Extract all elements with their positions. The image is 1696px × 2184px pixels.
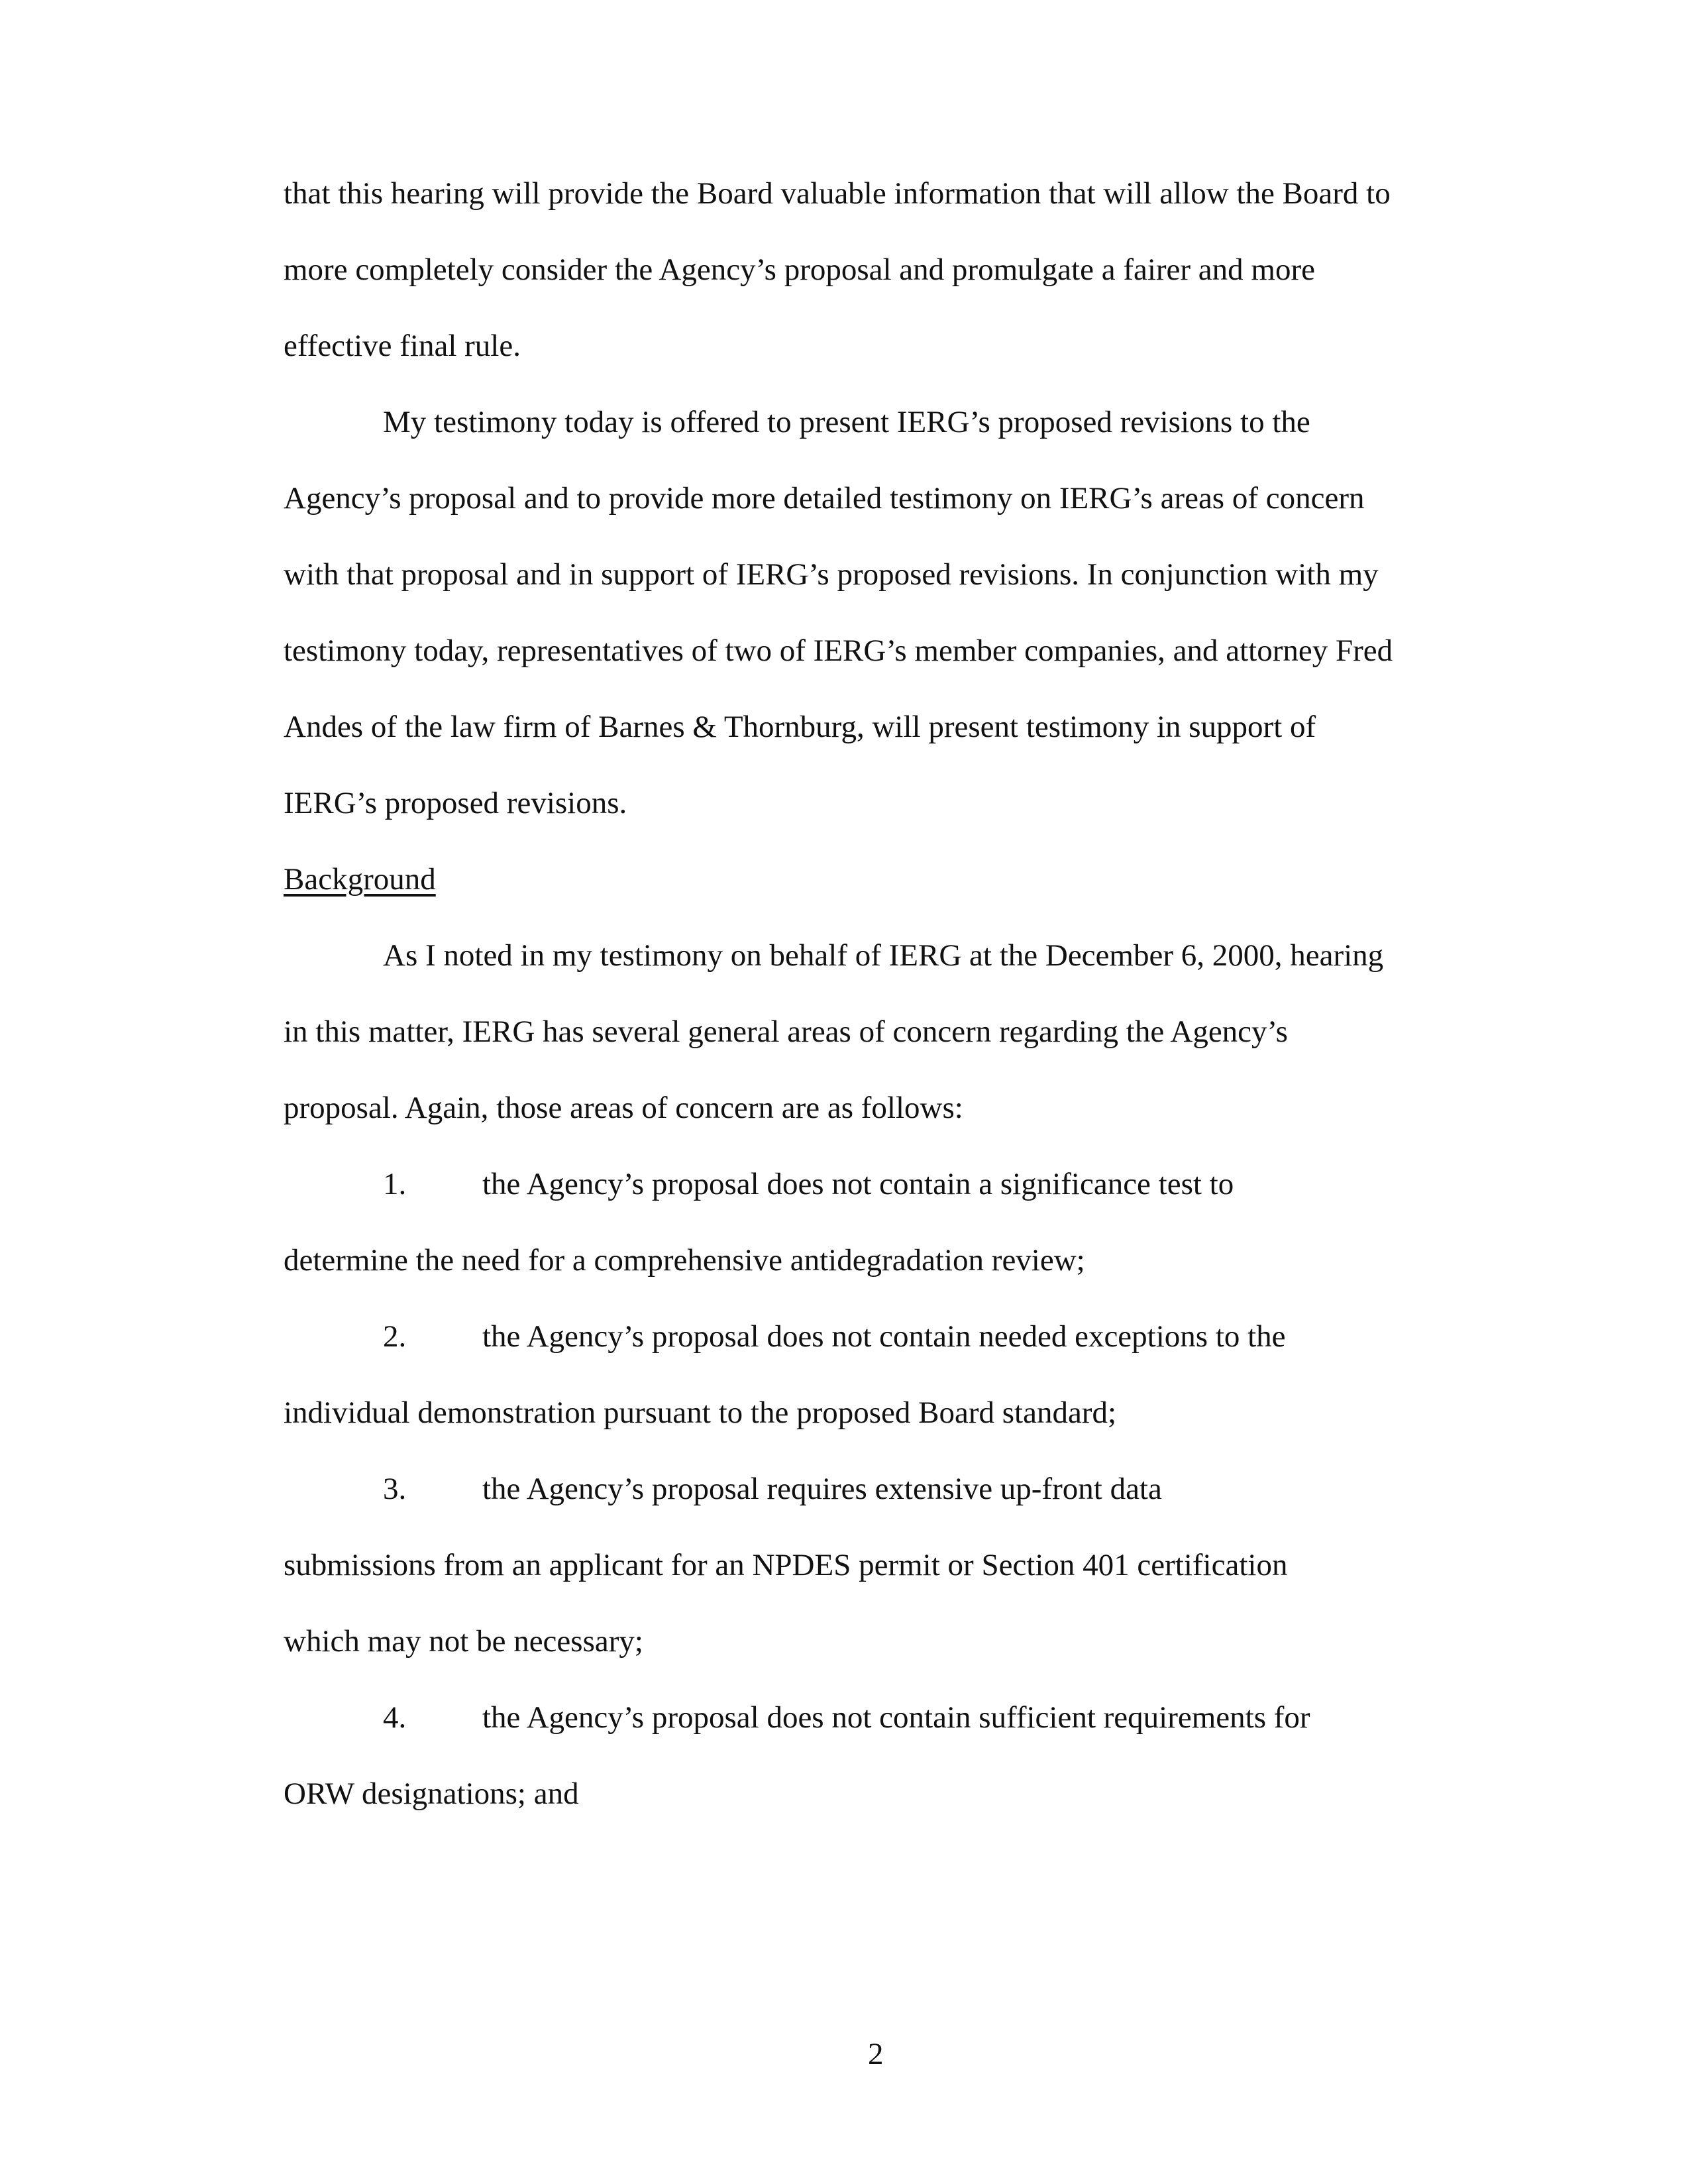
list-item-first-line: the Agency’s proposal does not contain a significance test to [482, 1167, 1234, 1201]
paragraph-2-line-2: Agency’s proposal and to provide more detailed testimony on IERG’s areas of concern [284, 481, 1365, 516]
list-item-number: 3. [383, 1472, 407, 1506]
list-item-continuation: determine the need for a comprehensive antidegradation review; [284, 1243, 1085, 1278]
list-item-number: 2. [383, 1319, 407, 1354]
section-heading: Background [284, 862, 436, 897]
list-item-first-line: the Agency’s proposal requires extensive up-front data [482, 1472, 1162, 1506]
paragraph-1-line-3: effective final rule. [284, 329, 521, 363]
paragraph-2-line-3: with that proposal and in support of IERG’s proposed revisions. In conjunction with my [284, 557, 1379, 592]
list-item-number: 4. [383, 1700, 407, 1735]
list-item-continuation: submissions from an applicant for an NPDES permit or Section 401 certification [284, 1548, 1288, 1582]
paragraph-3-line-3: proposal. Again, those areas of concern are as follows: [284, 1091, 963, 1125]
list-item-continuation: ORW designations; and [284, 1776, 579, 1811]
paragraph-1-line-1: that this hearing will provide the Board valuable information that will allow the Board to [284, 176, 1391, 211]
list-item-first-line: the Agency’s proposal does not contain sufficient requirements for [482, 1700, 1310, 1735]
page-number: 2 [868, 2037, 884, 2071]
paragraph-1-line-2: more completely consider the Agency’s proposal and promulgate a fairer and more [284, 252, 1315, 287]
paragraph-2-line-1: My testimony today is offered to present IERG’s proposed revisions to the [383, 405, 1310, 439]
paragraph-2-line-6: IERG’s proposed revisions. [284, 786, 627, 820]
paragraph-3-line-2: in this matter, IERG has several general areas of concern regarding the Agency’s [284, 1014, 1288, 1049]
list-item-first-line: the Agency’s proposal does not contain needed exceptions to the [482, 1319, 1286, 1354]
paragraph-2-line-4: testimony today, representatives of two of IERG’s member companies, and attorney Fred [284, 633, 1393, 668]
list-item-number: 1. [383, 1167, 407, 1201]
list-item-continuation: individual demonstration pursuant to the proposed Board standard; [284, 1395, 1117, 1430]
paragraph-3-line-1: As I noted in my testimony on behalf of IERG at the December 6, 2000, hearing [383, 938, 1384, 973]
paragraph-2-line-5: Andes of the law firm of Barnes & Thornburg, will present testimony in support of [284, 710, 1316, 744]
list-item-continuation: which may not be necessary; [284, 1624, 643, 1659]
